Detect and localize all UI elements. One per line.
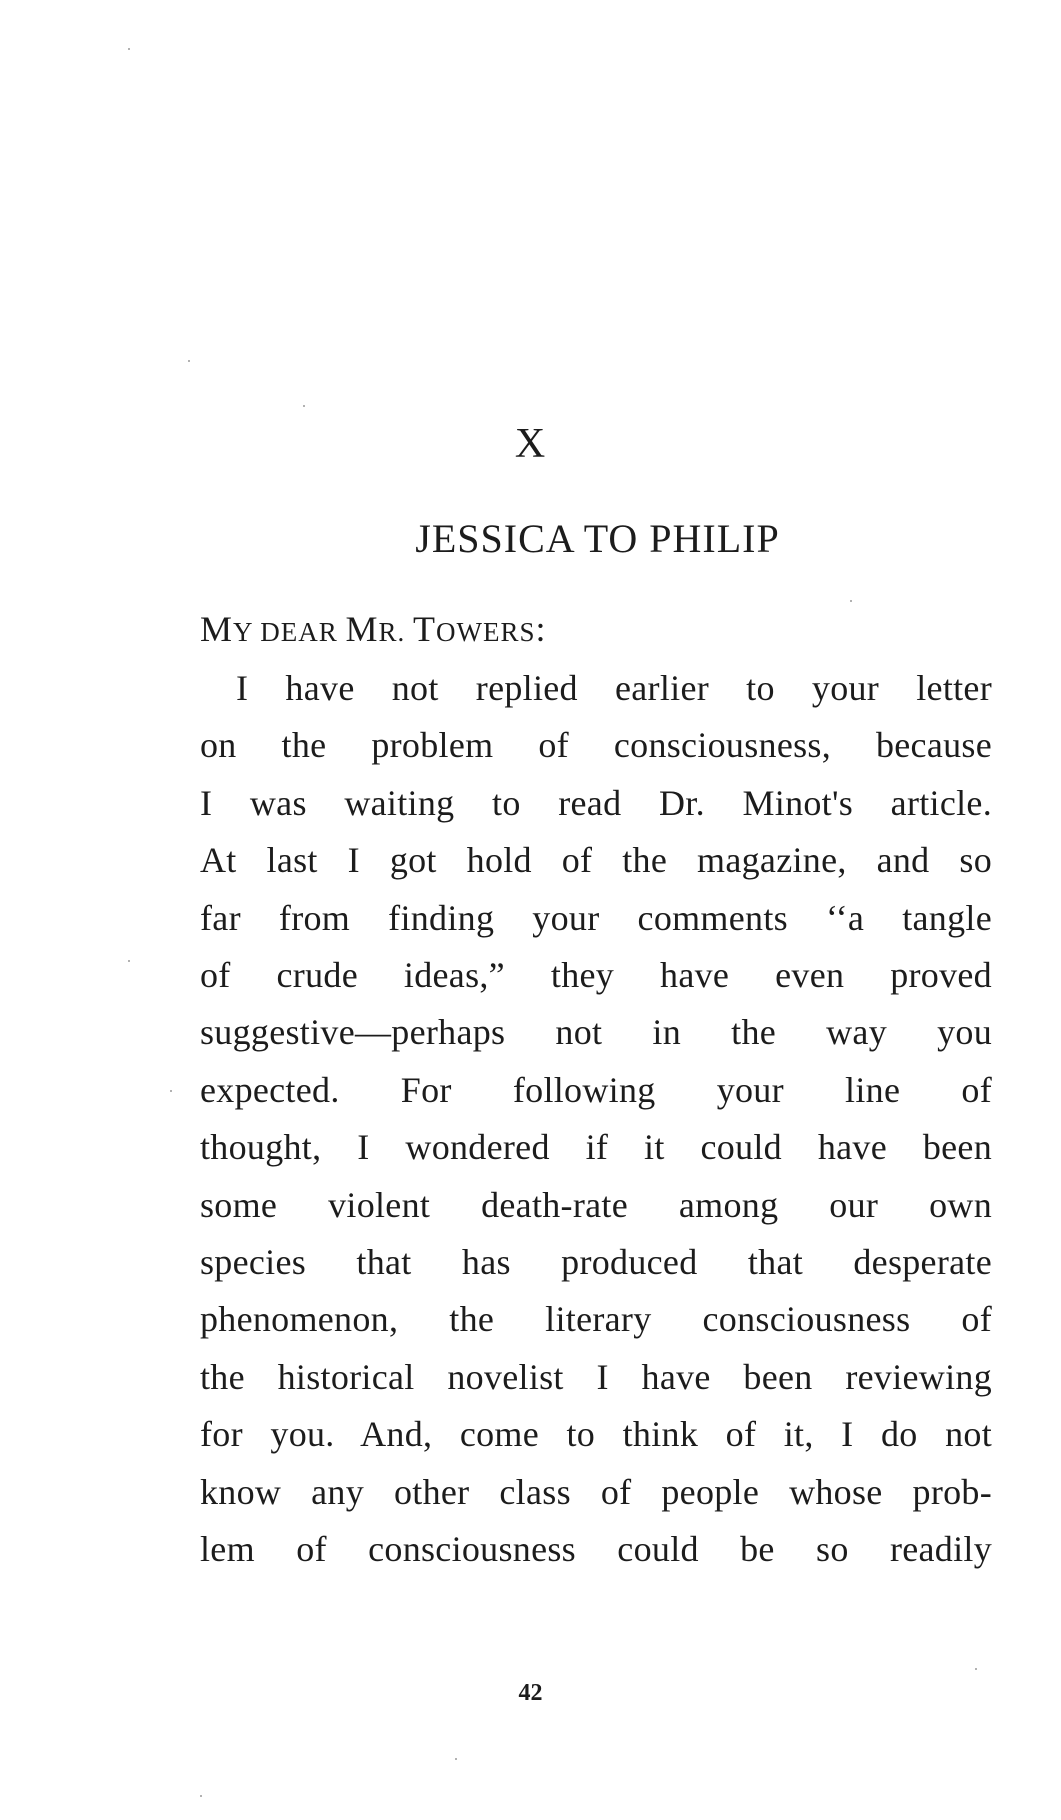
salutation-colon: : — [535, 609, 547, 649]
paper-speck — [975, 1668, 977, 1670]
text-line: lem of consciousness could be so readily — [200, 1529, 992, 1570]
chapter-number: X — [514, 421, 547, 467]
text-line: some violent death-rate among our own — [200, 1184, 992, 1225]
text-line: suggestive—perhaps not in the way you — [200, 1012, 992, 1053]
paper-speck — [850, 600, 852, 602]
text-line: the historical novelist I have been reviewing — [200, 1356, 992, 1397]
text-line: phenomenon, the literary consciousness of — [200, 1299, 992, 1340]
salutation-smallcaps-2: R. — [378, 617, 414, 647]
text-line: for you. And, come to think of it, I do not — [200, 1414, 992, 1455]
paper-speck — [188, 360, 190, 362]
paper-speck — [303, 405, 305, 407]
chapter-title: JESSICA TO PHILIP — [415, 516, 780, 561]
text-line: far from finding your comments ‘‘a tangle — [200, 897, 992, 938]
letter-body — [200, 660, 992, 1579]
text-line: expected. For following your line of — [200, 1069, 992, 1110]
text-line: of crude ideas,” they have even proved — [200, 955, 992, 996]
salutation-initial-3: T — [413, 609, 437, 649]
text-line: know any other class of people whose prob- — [200, 1471, 992, 1512]
text-line: thought, I wondered if it could have been — [200, 1127, 992, 1168]
text-line: I was waiting to read Dr. Minot's article. — [200, 782, 992, 823]
letter-salutation — [200, 608, 547, 650]
salutation-smallcaps-3: OWERS — [436, 617, 536, 647]
page-number: 42 — [518, 1680, 543, 1706]
salutation-initial-1: M — [200, 609, 234, 649]
paper-speck — [170, 1090, 172, 1092]
salutation-initial-2: M — [345, 609, 379, 649]
paper-speck — [200, 1795, 202, 1797]
salutation-smallcaps-1: Y DEAR — [233, 617, 346, 647]
text-line: on the problem of consciousness, because — [200, 725, 992, 766]
paper-speck — [128, 960, 130, 962]
text-line: At last I got hold of the magazine, and so — [200, 840, 992, 881]
text-line: species that has produced that desperate — [200, 1242, 992, 1283]
paper-speck — [128, 48, 130, 50]
paper-speck — [455, 1758, 457, 1760]
text-line: I have not replied earlier to your letter — [236, 668, 992, 708]
